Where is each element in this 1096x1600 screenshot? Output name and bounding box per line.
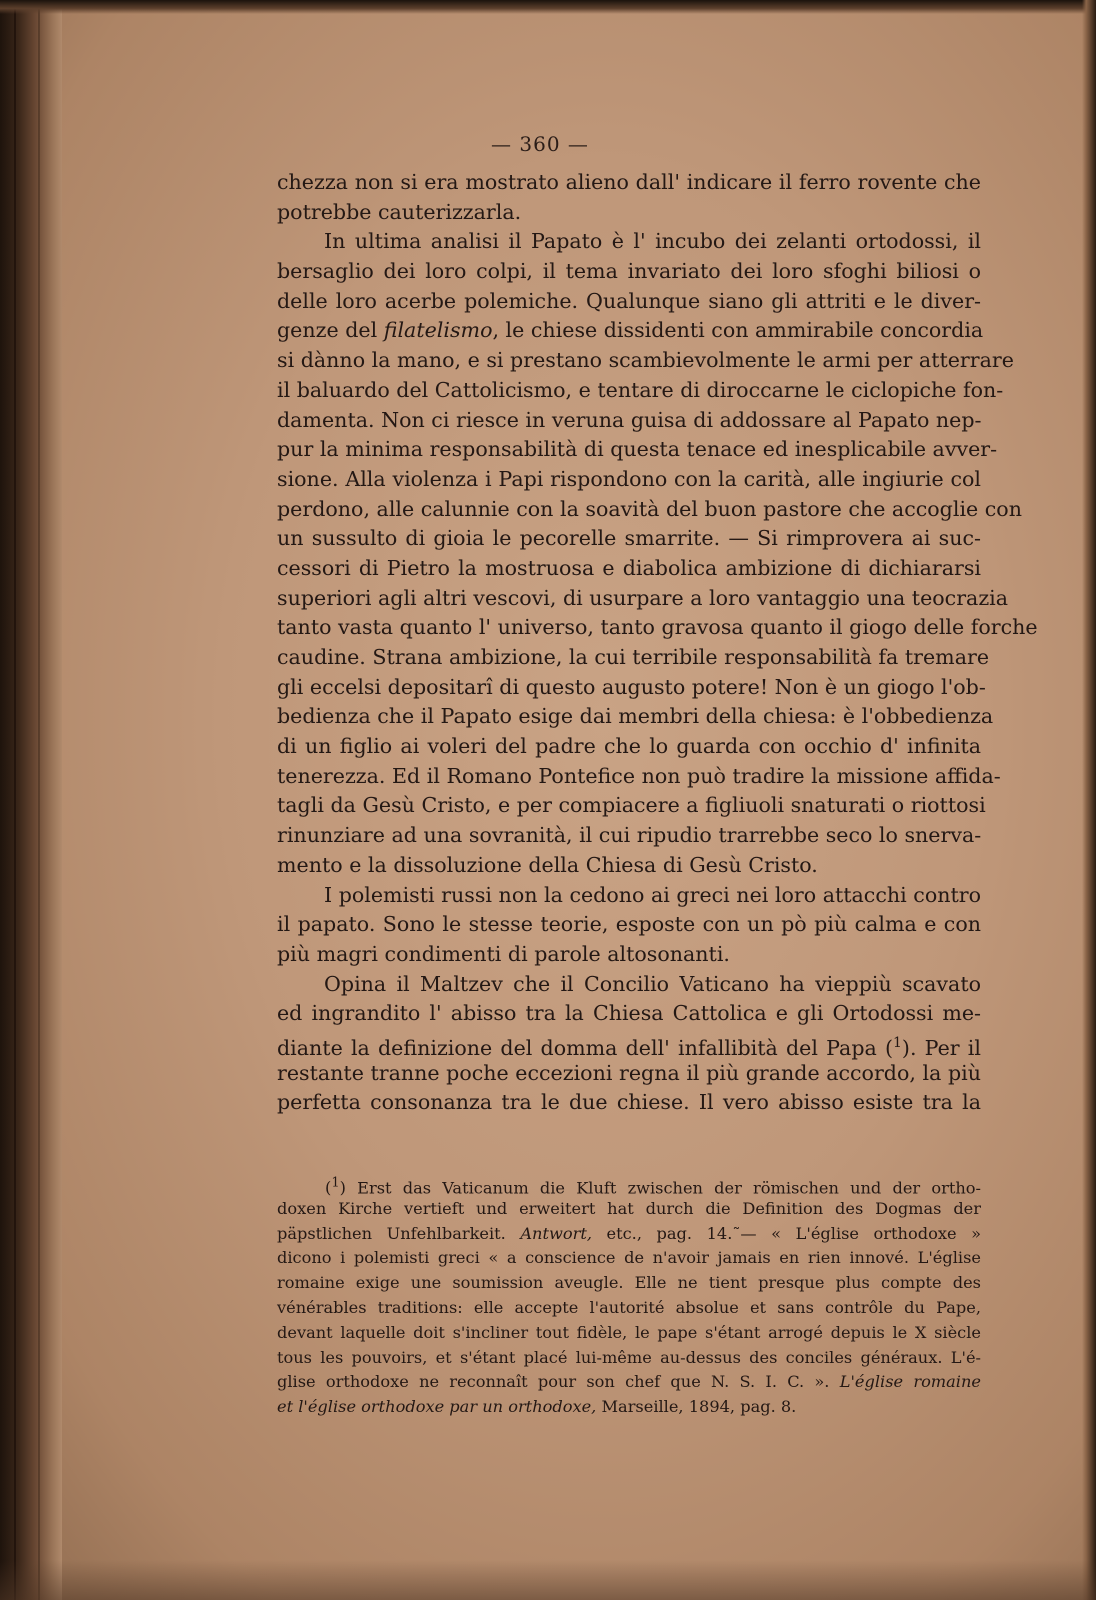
footnotes	[277, 1172, 981, 1420]
footnote-line	[277, 1197, 981, 1222]
text-line	[277, 613, 1038, 643]
page-number: — 360 —	[491, 132, 589, 156]
text-run: glise orthodoxe ne reconnaît pour son chef que N. S. I. C. ».	[277, 1372, 840, 1392]
text-line	[277, 1029, 981, 1059]
footnote-reference: 1	[893, 1034, 902, 1051]
text-line	[277, 970, 981, 1000]
text-line	[277, 198, 981, 228]
text-run: il baluardo del Cattolicismo, e tentare di diroccarne le ciclopiche fon-	[277, 377, 1004, 402]
text-line	[277, 1059, 981, 1089]
text-run: dicono i polemisti greci « a conscience de n'avoir jamais en rien innové. L'église	[277, 1248, 981, 1268]
binding-crease	[38, 0, 40, 1600]
text-run: genze del	[277, 318, 384, 343]
text-run: Marseille, 1894, pag. 8.	[596, 1397, 797, 1417]
footnote-line	[277, 1395, 981, 1420]
text-run: romaine exige une soumission aveugle. Elle ne tient presque plus compte des	[277, 1273, 981, 1293]
text-run: In ultima analisi il Papato è l' incubo dei zelanti ortodossi, il	[324, 229, 981, 254]
text-line	[277, 257, 981, 287]
text-run: , le chiese dissidenti con ammirabile concordia	[492, 318, 984, 343]
text-run: et l'église orthodoxe par un orthodoxe,	[277, 1397, 597, 1417]
text-run: perdono, alle calunnie con la soavità del buon pastore che accoglie con	[277, 496, 1022, 521]
text-run: di un figlio ai voleri del padre che lo guarda con occhio d' infinita	[277, 734, 981, 759]
text-run: potrebbe cauterizzarla.	[277, 199, 522, 224]
text-run: damenta. Non ci riesce in veruna guisa di addossare al Papato nep-	[277, 407, 982, 432]
text-run: rinunziare ad una sovranità, il cui ripudio trarrebbe seco lo snerva-	[277, 823, 982, 848]
footnote-line	[277, 1321, 981, 1346]
right-page-edge	[1082, 0, 1096, 1600]
footnote-line	[277, 1172, 981, 1197]
footnote-marker: ($^1$)	[325, 1176, 358, 1198]
text-run: superiori agli altri vescovi, di usurpare a loro vantaggio una teocrazia	[277, 585, 1009, 610]
footnote-line	[277, 1222, 981, 1247]
text-line	[277, 227, 981, 257]
text-run: Opina il Maltzev che il Concilio Vaticano ha vieppiù scavato	[324, 971, 981, 996]
text-run: Erst das Vaticanum die Kluft zwischen der römischen und der ortho-	[357, 1178, 981, 1198]
text-run: ). Per il	[901, 1035, 981, 1060]
text-line	[277, 287, 981, 317]
paragraph	[277, 881, 981, 970]
text-run: L'église romaine	[839, 1372, 981, 1392]
footnote-line	[277, 1370, 981, 1395]
text-line	[277, 584, 1009, 614]
text-line	[277, 881, 981, 911]
paragraph	[277, 227, 1038, 880]
text-run: päpstlichen Unfehlbarkeit.	[277, 1223, 521, 1243]
text-run: devant laquelle doit s'incliner tout fidèle, le pape s'étant arrogé depuis le X siècle	[277, 1322, 981, 1342]
text-run: bedienza che il Papato esige dai membri della chiesa: è l'obbedienza	[277, 704, 994, 729]
text-run: il papato. Sono le stesse teorie, esposte con un pò più calma e con	[277, 912, 981, 937]
footnote-line	[277, 1296, 981, 1321]
text-run: chezza non si era mostrato alieno dall' indicare il ferro rovente che	[277, 170, 981, 194]
text-run: tenerezza. Ed il Romano Pontefice non può tradire la missione affida-	[277, 763, 1001, 788]
text-line	[277, 465, 981, 495]
paragraph	[277, 168, 981, 227]
text-line	[277, 376, 1004, 406]
text-run: gli eccelsi depositarî di questo augusto potere! Non è un giogo l'ob-	[277, 674, 986, 699]
text-line	[277, 554, 981, 584]
text-run: ed ingrandito l' abisso tra la Chiesa Cattolica e gli Ortodossi me-	[277, 1001, 981, 1026]
text-line	[277, 673, 986, 703]
text-run: etc., pag. 14.˜— « L'église orthodoxe »	[591, 1223, 981, 1243]
text-line	[277, 940, 981, 970]
text-line	[277, 910, 981, 940]
text-run: mento e la dissoluzione della Chiesa di Gesù Cristo.	[277, 852, 818, 877]
top-page-edge	[0, 0, 1096, 14]
text-line	[277, 1088, 981, 1118]
text-line	[277, 524, 981, 554]
text-run: pur la minima responsabilità di questa tenace ed inesplicabile avver-	[277, 437, 998, 462]
body-text	[277, 168, 1038, 1118]
text-run: delle loro acerbe polemiche. Qualunque siano gli attriti e le diver-	[277, 288, 981, 313]
text-run: più magri condimenti di parole altosonanti.	[277, 941, 730, 966]
text-line	[277, 406, 981, 436]
text-line	[277, 851, 981, 881]
text-run: cessori di Pietro la mostruosa e diabolica ambizione di dichiararsi	[277, 555, 981, 580]
paragraph	[277, 970, 981, 1118]
text-run: caudine. Strana ambizione, la cui terribile responsabilità fa tremare	[277, 645, 990, 669]
footnote-line	[277, 1271, 981, 1296]
text-run: diante la definizione del domma dell' infallibità del Papa (	[277, 1035, 893, 1060]
text-line	[277, 316, 984, 346]
text-run: vénérables traditions: elle accepte l'autorité absolue et sans contrôle du Pape,	[277, 1297, 981, 1317]
text-line	[277, 643, 990, 673]
text-line	[277, 495, 1022, 525]
footnote-line	[277, 1346, 981, 1371]
text-line	[277, 999, 981, 1029]
text-line	[277, 435, 998, 465]
text-run: tagli da Gesù Cristo, e per compiacere a figliuoli snaturati o riottosi	[277, 793, 986, 818]
text-run: bersaglio dei loro colpi, il tema invariato dei loro sfoghi biliosi o	[277, 259, 981, 284]
text-line	[277, 762, 1001, 792]
text-run: un sussulto di gioia le pecorelle smarrite. — Si rimprovera ai suc-	[277, 526, 981, 551]
text-run: sione. Alla violenza i Papi rispondono con la carità, alle ingiurie col	[277, 466, 981, 491]
text-line	[277, 168, 981, 198]
text-line	[277, 791, 986, 821]
text-run: perfetta consonanza tra le due chiese. Il vero abisso esiste tra la	[277, 1090, 981, 1115]
text-run: si dànno la mano, e si prestano scambievolmente le armi per atterrare	[277, 348, 1014, 373]
bottom-page-shade	[0, 1560, 1096, 1600]
text-line	[277, 346, 1014, 376]
text-line	[277, 732, 981, 762]
text-run: I polemisti russi non la cedono ai greci nei loro attacchi contro	[324, 882, 981, 907]
text-run: tanto vasta quanto l' universo, tanto gravosa quanto il giogo delle forche	[277, 615, 1038, 640]
text-run: Antwort,	[520, 1223, 592, 1243]
text-run: restante tranne poche eccezioni regna il più grande accordo, la più	[277, 1060, 981, 1085]
footnote-line	[277, 1246, 981, 1271]
text-run: tous les pouvoirs, et s'étant placé lui-même au-dessus des conciles généraux. L'é-	[277, 1347, 981, 1367]
footnote-number: 1	[331, 1176, 340, 1191]
text-line	[277, 821, 981, 851]
book-binding	[0, 0, 62, 1600]
text-run: filatelismo	[383, 318, 493, 343]
binding-crease	[14, 0, 16, 1600]
text-line	[277, 702, 994, 732]
text-run: doxen Kirche vertieft und erweitert hat durch die Definition des Dogmas der	[277, 1198, 981, 1218]
